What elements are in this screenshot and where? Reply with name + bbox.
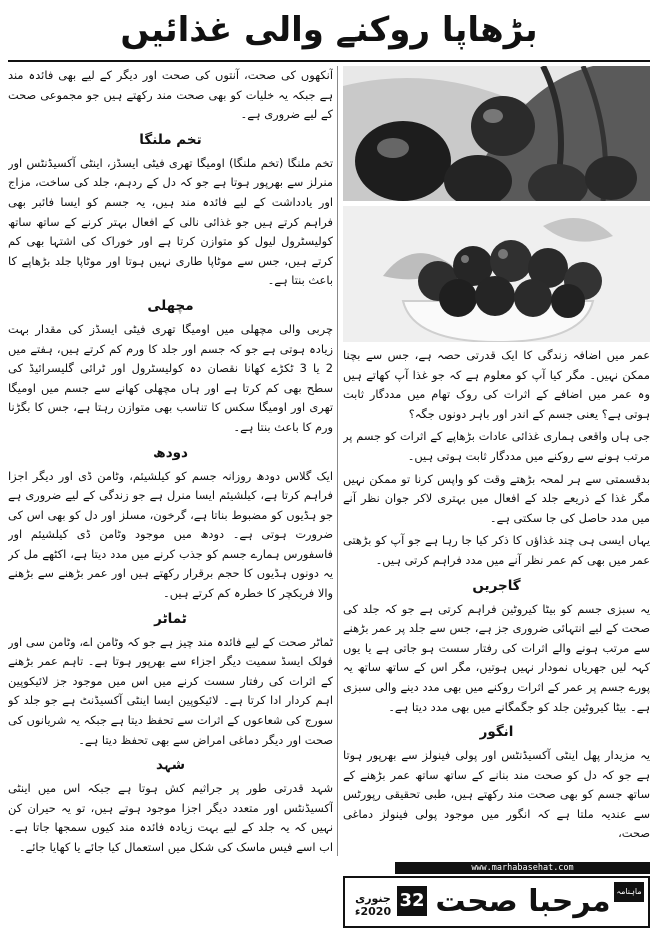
- beetroot-photo: [343, 66, 650, 201]
- article-title: بڑھاپا روکنے والی غذائیں: [120, 10, 538, 50]
- right-column: [343, 346, 650, 856]
- left-column: [8, 66, 333, 926]
- right-paragraph-4: یہاں ایسی ہی چند غذاؤں کا ذکر کیا جا رہا ہے جو آپ کو بڑھتی عمر میں بھی کم عمر نظر آنے میں مدد فراہم کرتی ہیں۔: [343, 533, 650, 567]
- section-body-grapes: یہ مزیدار پھل اینٹی آکسیڈنٹس اور پولی فینولز سے بھرپور ہوتا ہے جو کہ دل کو صحت مند بنانے کے ساتھ ساتھ عمر بڑھنے کے ساتھ جسم کو بھی صحت مند رکھتے ہیں، طبی تحقیقی رپورٹس سے عندیہ ملتا ہے کہ انگور میں موجود پولی فینولز دماغی صحت،: [343, 748, 650, 841]
- beetroot-illustration: [343, 66, 650, 201]
- intro-paragraph: آنکھوں کی صحت، آنتوں کی صحت اور دیگر کے لیے بھی فائدہ مند ہے جبکہ یہ خلیات کو بھی صحت مند رکھتے ہیں جو مجموعی صحت کے لیے ضروری ہے۔: [8, 68, 333, 122]
- magazine-footer: [343, 862, 650, 928]
- magazine-tag: ماہنامہ: [614, 882, 644, 902]
- title-rule: [8, 60, 650, 62]
- section-heading-honey: شہد: [156, 757, 185, 774]
- column-divider: [337, 66, 338, 856]
- magazine-logo: مرحبا صحت: [435, 884, 611, 919]
- masthead-box: [343, 876, 650, 928]
- right-paragraph-3: بدقسمتی سے ہر لمحہ بڑھتے وقت کو واپس کرنا تو ممکن نہیں مگر غذا کے ذریعے جلد کے افعال میں بہتری لاکر جوان نظر آنے میں مدد حاصل کی جا سکتی ہے۔: [343, 471, 650, 525]
- section-body-carrots: یہ سبزی جسم کو بیٹا کیروٹین فراہم کرتی ہے جو کہ جلد کی صحت کے لیے انتہائی ضروری جز ہے، جس سے جلد پر عمر بڑھنے سے مرتب ہونے والے اثرات کی رفتار سست ہو جاتی ہے یا یوں کہہ لیں جھریاں نمودار نہیں ہوتیں، مگر اس کے ساتھ ساتھ یہ پورے جسم پر عمر کے اثرات روکنے میں بھی مدد دینے والی سبزی ہے۔ بیٹا کیروٹین جلد کو جگمگانے میں بھی مدد دیتا ہے۔: [343, 601, 650, 714]
- grapes-bowl-photo: [343, 206, 650, 342]
- section-body-tomato: ٹماٹر صحت کے لیے فائدہ مند چیز ہے جو کہ وٹامن اے، وٹامن سی اور فولک ایسڈ سمیت دیگر اجزاء سے بھرپور ہوتا ہے۔ تاہم عمر بڑھنے کے اثرات کی رفتار سست کرنے میں اس میں موجود جز لائیکوپین اہم کردار ادا کرتا ہے۔ لائیکوپین ایسا اینٹی آکسیڈنٹ ہے جو جلد کو سورج کی شعاعوں کے اثرات سے تحفظ دیتا ہے جبکہ یہ شریانوں کی صحت اور دیگر دماغی امراض سے بھی تحفظ دیتا ہے۔: [8, 634, 333, 747]
- right-paragraph-1: عمر میں اضافہ زندگی کا ایک قدرتی حصہ ہے، جس سے بچنا ممکن نہیں۔ مگر کیا آپ کو معلوم ہے کہ جو غذا آپ کھاتے ہیں وہ عمر میں اضافے کے اثرات کی روک تھام میں مددگار ثابت ہوتی ہے؟ یعنی جسم کے اندر اور باہر دونوں جگہ؟: [343, 348, 650, 421]
- grapes-illustration: [343, 206, 650, 342]
- section-body-honey: شہد قدرتی طور پر جراثیم کش ہوتا ہے جبکہ اس میں اینٹی آکسیڈنٹس اور متعدد دیگر اجزا موجود ہوتے ہیں، تو یہ حیران کن نہیں کہ یہ جلد کے لیے بہت زیادہ فائدہ مند کیوں سمجھا جاتا ہے۔ اب اسے فیس ماسک کی شکل میں استعمال کیا جائے یا کھایا جائے۔: [8, 781, 333, 854]
- issue-date: جنوری 2020ء: [354, 892, 392, 918]
- section-heading-basil-seeds: تخم ملنگا: [139, 131, 202, 148]
- section-heading-grapes: انگور: [479, 724, 514, 741]
- section-heading-fish: مچھلی: [147, 297, 194, 314]
- section-heading-tomato: ٹماٹر: [154, 610, 187, 627]
- page-number: 32: [397, 886, 427, 916]
- section-body-milk: ایک گلاس دودھ روزانہ جسم کو کیلشیئم، وٹامن ڈی اور دیگر اجزا فراہم کرتا ہے، کیلشیئم ایسا منرل ہے جو زندگی کے لیے ضروری ہے جو ہڈیوں کو مضبوط بناتا ہے، گرخون، مسلز اور دل کو بھی اس کی ضرورت ہوتی ہے۔ دودھ میں موجود وٹامن ڈی کیلشیئم اور فاسفورس ہمارے جسم کو جذب کرنے میں مدد دیتا ہے، اکٹھے مل کر یہ دونوں ہڈیوں کا حجم برقرار رکھتے ہیں اور عمر بڑھنے سے بڑھنے والا فریکچر کا خطرہ کم کرتے ہیں۔: [8, 468, 333, 601]
- website-url[interactable]: www.marhabasehat.com: [395, 862, 650, 874]
- section-heading-milk: دودھ: [153, 444, 188, 461]
- section-body-fish: چربی والی مچھلی میں اومیگا تھری فیٹی ایسڈز کی مقدار بہت زیادہ ہوتی ہے جو کہ جسم اور جلد کا ورم کم کرتے ہیں، ہفتے میں 2 یا 3 ٹکڑے کھانا نقصان دہ کولیسٹرول اور ٹرائی گلیسرائیڈ کی سطح بھی کم کرتا ہے اور ہاں مچھلی کھانے سے جسم میں اومیگا تھری اور اومیگا سکس کا تناسب بھی متوازن رہتا ہے، جس کا بگڑنا ورم کا باعث بنتا ہے۔: [8, 321, 333, 434]
- right-paragraph-2: جی ہاں واقعی ہماری غذائی عادات بڑھاپے کے اثرات کو جسم پر مرتب ہونے سے روکنے میں مددگار ثابت ہوتی ہیں۔: [343, 429, 650, 463]
- section-body-basil-seeds: تخم ملنگا (تخم ملنگا) اومیگا تھری فیٹی ایسڈز، اینٹی آکسیڈنٹس اور منرلز سے بھرپور ہوتا ہے جو کہ دل کے ردہم، جلد کی ساخت، مزاج اور یادداشت کے لیے فائدہ مند ہیں، یہ جسم کو ایسا فائبر بھی فراہم کرتے ہیں جو غذائی نالی کے افعال بہتر کرنے کے ساتھ ساتھ کولیسٹرول لیول کو متوازن کرتا ہے اور خوراک کی اشتہا بھی کم کرتے ہیں، جس سے موٹاپا طاری نہیں ہوتا اور موٹاپا جلد بڑھاپے کا باعث بنتا ہے۔: [8, 155, 333, 288]
- section-heading-carrots: گاجریں: [472, 577, 521, 594]
